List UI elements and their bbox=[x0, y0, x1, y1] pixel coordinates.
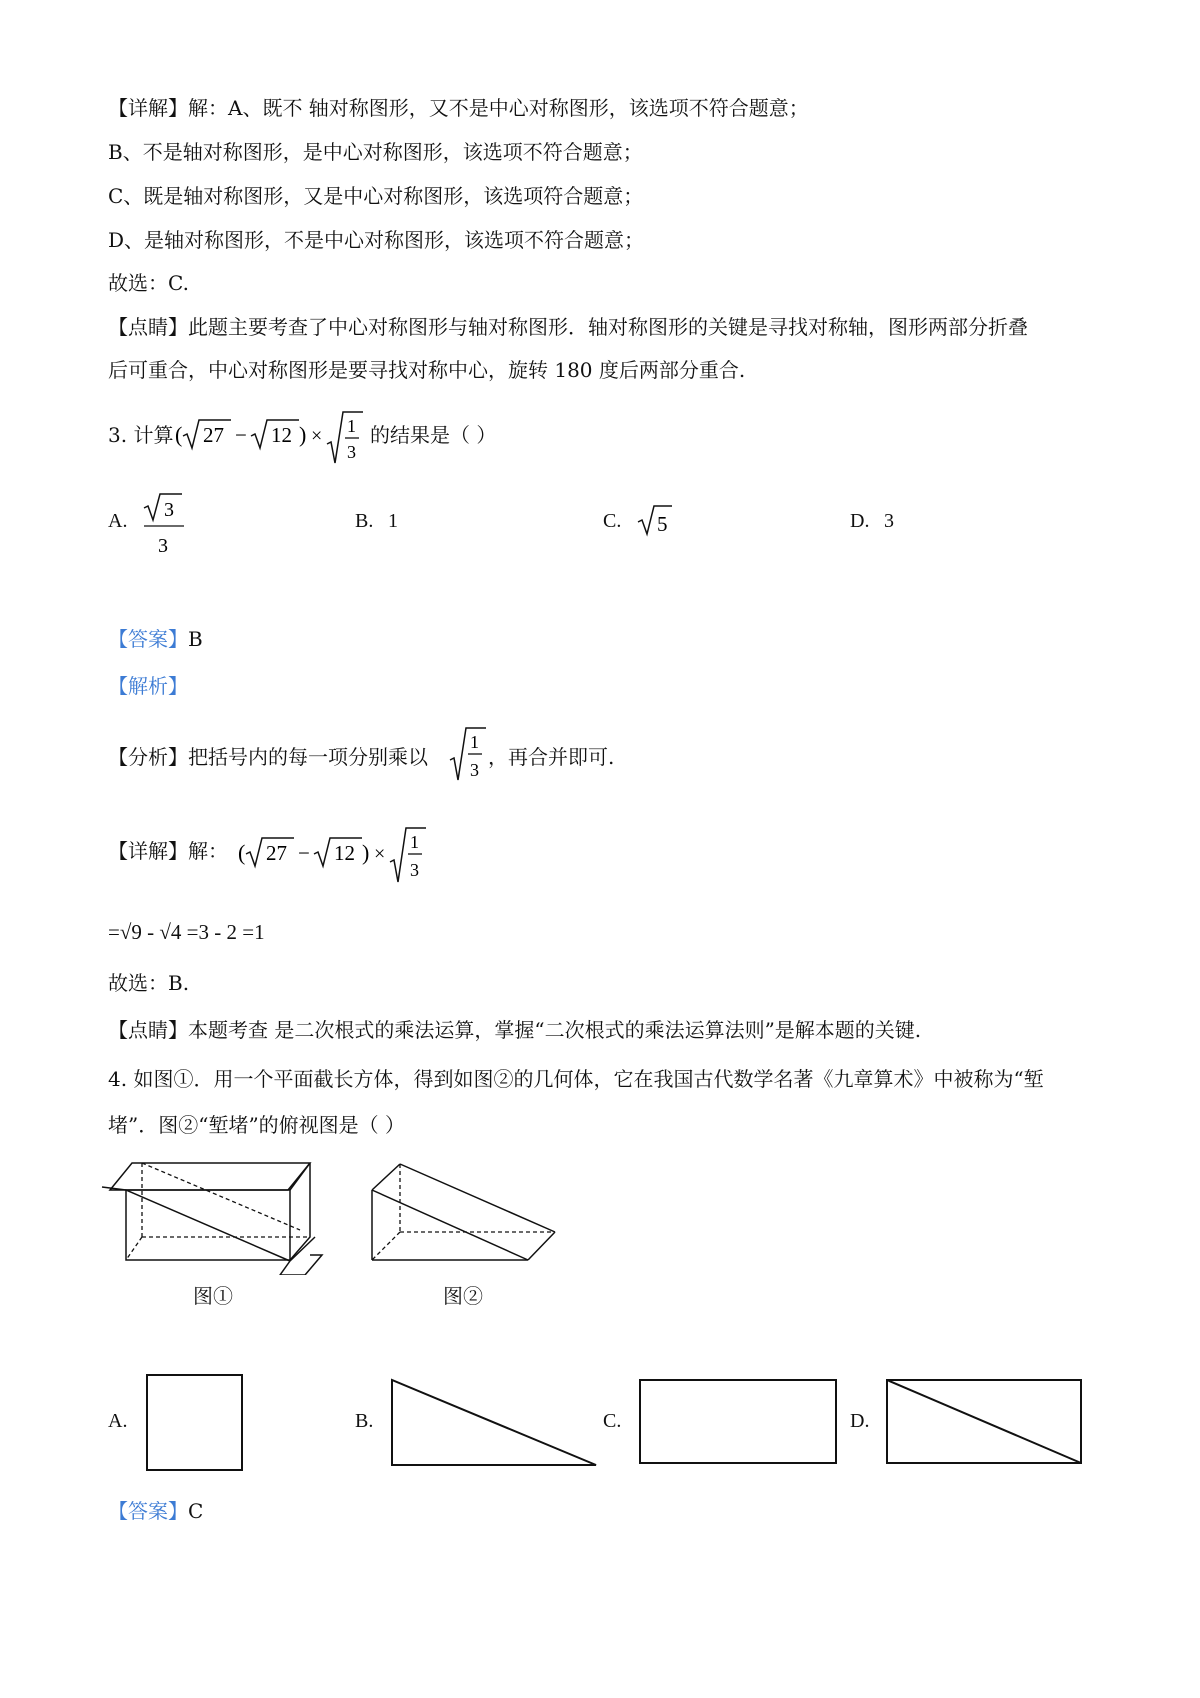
svg-text:3: 3 bbox=[470, 760, 479, 780]
svg-text:): ) bbox=[299, 422, 307, 447]
q4-answer bbox=[108, 1498, 203, 1524]
answer-tag: 【答案】 bbox=[108, 627, 188, 651]
q3-fenxi-sqrt bbox=[448, 724, 488, 786]
detail-line-b: B、不是轴对称图形，是中心对称图形，该选项不符合题意； bbox=[108, 140, 643, 164]
q4-option-d-label: D. bbox=[850, 1410, 870, 1432]
q3-option-b-label: B. bbox=[355, 510, 374, 532]
detail-line-d: D、是轴对称图形，不是中心对称图形，该选项不符合题意； bbox=[108, 228, 645, 252]
q3-fenxi-suffix: ，再合并即可. bbox=[488, 745, 615, 769]
q4-stem-2: 堵”．图②“堑堵”的俯视图是（ ） bbox=[108, 1113, 406, 1137]
q4-fig1-caption: 图① bbox=[193, 1284, 233, 1308]
svg-text:12: 12 bbox=[334, 841, 355, 865]
svg-text:3: 3 bbox=[158, 535, 168, 557]
q4-figure-2 bbox=[370, 1160, 570, 1270]
q4-option-a-label: A. bbox=[108, 1410, 128, 1432]
q3-detail-prefix: 【详解】解： bbox=[108, 839, 228, 863]
svg-text:12: 12 bbox=[271, 423, 292, 447]
svg-text:27: 27 bbox=[266, 841, 287, 865]
svg-text:1: 1 bbox=[410, 832, 419, 852]
choice-line: 故选：C. bbox=[108, 271, 189, 295]
q3-option-c-value bbox=[636, 500, 676, 540]
svg-text:3: 3 bbox=[347, 442, 356, 462]
svg-text:27: 27 bbox=[203, 423, 224, 447]
detail-line: 【详解】解：A、既不 轴对称图形，又不是中心对称图形，该选项不符合题意； bbox=[108, 96, 809, 120]
q3-stem bbox=[108, 422, 173, 448]
svg-text:×: × bbox=[311, 425, 323, 447]
q3-fenxi-prefix: 【分析】把括号内的每一项分别乘以 bbox=[108, 745, 428, 769]
q3-choice: 故选：B. bbox=[108, 971, 190, 995]
q4-option-d-rectangle-diagonal bbox=[885, 1378, 1085, 1468]
q3-stem-suffix: 的结果是（ ） bbox=[370, 423, 497, 447]
q3-option-d-label: D. bbox=[850, 510, 870, 532]
q4-option-c-label: C. bbox=[603, 1410, 622, 1432]
svg-text:3: 3 bbox=[410, 860, 419, 880]
svg-text:×: × bbox=[374, 843, 386, 865]
svg-text:(: ( bbox=[238, 840, 246, 865]
svg-text:−: − bbox=[235, 423, 247, 447]
q3-option-a-value bbox=[142, 490, 190, 560]
svg-text:): ) bbox=[362, 840, 370, 865]
comment-line-1: 【点睛】此题主要考查了中心对称图形与轴对称图形．轴对称图形的关键是寻找对称轴，图形两部分折叠 bbox=[108, 315, 1028, 339]
q4-stem-1: 4. 如图①．用一个平面截长方体，得到如图②的几何体，它在我国古代数学名著《九章算术》中被称为“堑 bbox=[108, 1067, 1044, 1091]
answer-value: B bbox=[188, 627, 203, 651]
q4-option-b-label: B. bbox=[355, 1410, 374, 1432]
svg-text:−: − bbox=[298, 841, 310, 865]
q3-answer bbox=[108, 626, 203, 652]
q4-answer-value: C bbox=[188, 1499, 204, 1523]
q4-option-a-square bbox=[145, 1373, 245, 1473]
q3-option-b-value: 1 bbox=[388, 510, 398, 532]
q3-expression bbox=[175, 408, 365, 468]
q3-option-d-value: 3 bbox=[884, 510, 894, 532]
q3-option-a-label: A. bbox=[108, 510, 128, 532]
svg-text:1: 1 bbox=[347, 416, 356, 436]
q4-fig2-caption: 图② bbox=[443, 1284, 483, 1308]
svg-text:5: 5 bbox=[657, 512, 668, 536]
q3-detail-expression bbox=[238, 822, 428, 886]
svg-text:1: 1 bbox=[470, 732, 479, 752]
comment-line-2: 后可重合，中心对称图形是要寻找对称中心，旋转 180 度后两部分重合. bbox=[108, 358, 746, 382]
q3-analysis-tag: 【解析】 bbox=[108, 674, 188, 698]
q4-answer-tag: 【答案】 bbox=[108, 1499, 188, 1523]
q4-figure-1 bbox=[100, 1155, 330, 1275]
svg-text:(: ( bbox=[175, 422, 183, 447]
q4-option-b-triangle bbox=[390, 1378, 600, 1468]
q3-step: =√9 - √4 =3 - 2 =1 bbox=[108, 920, 265, 944]
q3-option-c-label: C. bbox=[603, 510, 622, 532]
svg-text:3: 3 bbox=[164, 499, 174, 521]
q3-comment: 【点睛】本题考查 是二次根式的乘法运算，掌握“二次根式的乘法运算法则”是解本题的关键. bbox=[108, 1018, 922, 1042]
q3-stem-prefix: 3. 计算 bbox=[108, 423, 174, 447]
detail-line-c: C、既是轴对称图形，又是中心对称图形，该选项符合题意； bbox=[108, 184, 644, 208]
q4-option-c-rectangle bbox=[638, 1378, 840, 1468]
